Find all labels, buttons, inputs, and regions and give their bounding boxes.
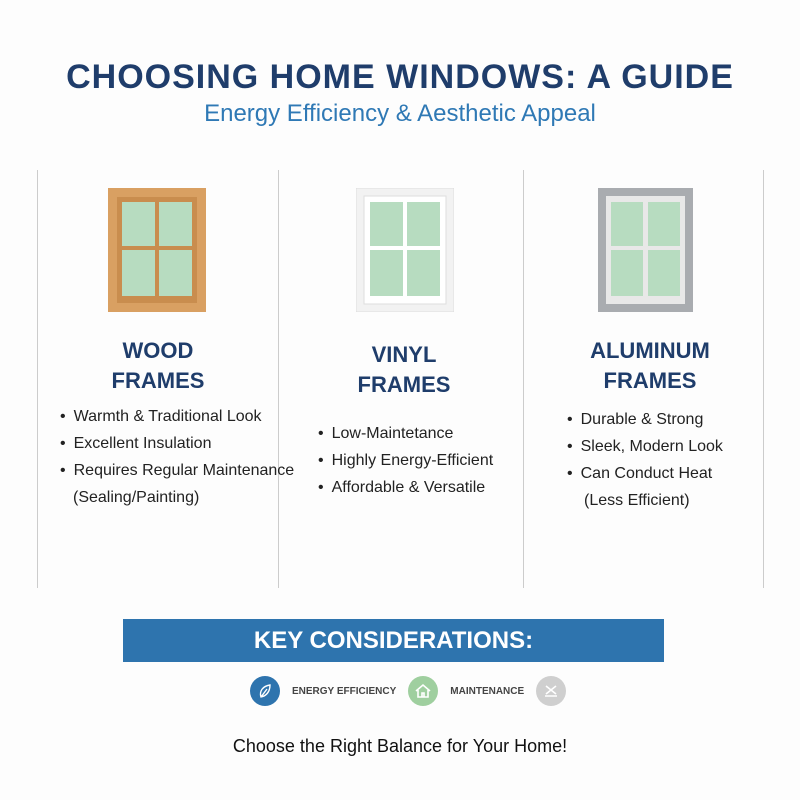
house-icon bbox=[408, 676, 438, 706]
aluminum-features-list: • Durable & Strong • Sleek, Modern Look • Can Conduct Heat (Less Efficient) bbox=[567, 406, 723, 514]
vinyl-window-icon bbox=[356, 188, 454, 312]
divider bbox=[278, 170, 279, 588]
wood-frames-heading: WOOD FRAMES bbox=[111, 338, 205, 393]
divider bbox=[523, 170, 524, 588]
key-legend bbox=[250, 676, 566, 706]
wood-window-icon bbox=[108, 188, 206, 312]
vinyl-frames-heading: VINYL FRAMES bbox=[357, 342, 451, 397]
leaf-icon bbox=[250, 676, 280, 706]
aluminum-window-icon bbox=[598, 188, 693, 312]
tool-icon bbox=[536, 676, 566, 706]
wood-features-list: • Warmth & Traditional Look • Excellent Insulation • Requires Regular Maintenance (Sealing/Painting) bbox=[60, 403, 294, 511]
tagline: Choose the Right Balance for Your Home! bbox=[232, 736, 568, 756]
energy-efficiency-label: ENERGY EFFICIENCY bbox=[292, 685, 397, 697]
divider bbox=[763, 170, 764, 588]
page-title: CHOOSING HOME WINDOWS: A GUIDE bbox=[66, 58, 734, 96]
key-considerations-banner: KEY CONSIDERATIONS: bbox=[123, 619, 664, 662]
aluminum-frames-heading: ALUMINUM FRAMES bbox=[590, 338, 710, 393]
maintenance-label: MAINTENANCE bbox=[450, 685, 525, 697]
divider bbox=[37, 170, 38, 588]
vinyl-features-list: • Low-Maintetance • Highly Energy-Efficient • Affordable & Versatile bbox=[318, 420, 493, 501]
page-subtitle: Energy Efficiency & Aesthetic Appeal bbox=[204, 100, 596, 127]
